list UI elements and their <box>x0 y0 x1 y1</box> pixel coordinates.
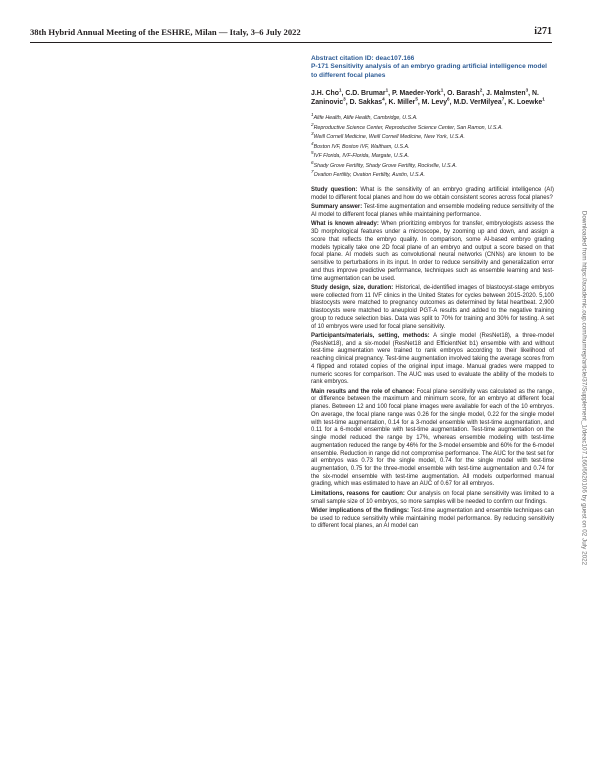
author-affiliation-number: 2 <box>479 87 483 93</box>
running-header <box>30 27 552 41</box>
abstract-column <box>311 55 554 531</box>
abstract-section <box>311 221 554 283</box>
page-number: i271 <box>534 26 552 37</box>
affiliation-text: Boston IVF, Boston IVF, Waltham, U.S.A. <box>313 143 410 150</box>
author-affiliation-number: 3 <box>343 96 346 102</box>
author-affiliation-number: 1 <box>440 87 444 93</box>
author-name: K. Loewke <box>508 99 543 107</box>
affiliation-number: 5 <box>311 150 314 156</box>
section-label: Study design, size, duration: <box>311 284 394 291</box>
affiliation-item <box>311 124 554 133</box>
affiliation-number: 6 <box>311 159 314 165</box>
affiliation-item <box>311 152 554 161</box>
affiliation-item <box>311 140 554 152</box>
abstract-section <box>311 204 554 219</box>
affiliation-text: Alife Health, Alife Health, Cambridge, U.S.A. <box>313 115 418 122</box>
affiliation-item <box>311 114 554 123</box>
affiliation-item <box>311 133 554 142</box>
affiliation-text: Ovation Fertility, Ovation Fertility, Austin, U.S.A. <box>313 171 426 178</box>
affiliation-item <box>311 159 554 171</box>
author-name: P. Maeder-York <box>391 89 441 97</box>
affiliation-number: 2 <box>311 122 314 128</box>
section-label: Participants/materials, setting, methods: <box>311 332 430 339</box>
section-label: Limitations, reasons for caution: <box>311 490 405 497</box>
abstract-section <box>311 333 554 387</box>
author-name: M.D. VerMilyea <box>453 99 502 107</box>
abstract-section <box>311 187 554 202</box>
author-affiliation-number: 1 <box>542 96 545 102</box>
section-text: What is the sensitivity of an embryo grading artificial intelligence (AI) model to different focal planes and how do we obtain consistent scores across focal planes? <box>311 187 554 202</box>
affiliation-text: Reproductive Science Center, Reproductive Science Center, San Ramon, U.S.A. <box>313 124 503 131</box>
section-text: Test-time augmentation and ensemble techniques can be used to reduce sensitivity while maintaining model performance. By reducing sensitivity to different focal planes, an AI model can <box>311 507 554 530</box>
abstract-section <box>311 491 554 506</box>
abstract-section <box>311 285 554 331</box>
section-label: Study question: <box>311 187 358 194</box>
author-name: C.D. Brumar <box>345 89 386 97</box>
author-name: N. Zaninovic <box>311 89 539 107</box>
section-text: Our analysis on focal plane sensitivity was limited to a small sample size of 10 embryos, so more samples will be needed to confirm our findings. <box>311 490 554 505</box>
author-affiliation-number: 1 <box>385 87 389 93</box>
affiliation-number: 7 <box>311 169 314 175</box>
abstract-section <box>311 389 554 490</box>
author-name: M. Levy <box>421 99 448 107</box>
abstract-citation-id: Abstract citation ID: deac107.166 <box>311 55 415 62</box>
affiliation-list <box>311 114 554 180</box>
abstract-title: P-171 Sensitivity analysis of an embryo grading artificial intelligence model to different focal planes <box>311 63 547 79</box>
section-label: Wider implications of the findings: <box>311 507 410 514</box>
section-text: When prioritizing embryos for transfer, embryologists assess the 3D morphological features under a microscope, by zooming up and down, and assign a score that reflects the embryo quality. In comparison, some AI-based embryo grading models typically take one 2D focal plane of an embryo and output a score based on that focal plane. AI models such as convolutional neural networks (CNNs) are known to be sensitive to perturbations in its input. In order to reduce sensitivity and generalization error and thus improve predictive performance, techniques such as ensemble learning and test-time augmentation can be used. <box>311 221 554 282</box>
author-name: J. Malmsten <box>486 89 526 97</box>
author-affiliation-number: 3 <box>525 87 529 93</box>
affiliation-text: Shady Grove Fertility, Shady Grove Fertility, Rockville, U.S.A. <box>313 162 458 169</box>
author-affiliation-number: 4 <box>382 96 385 102</box>
affiliation-item <box>311 171 554 180</box>
abstract-body <box>311 187 554 531</box>
header-rule <box>30 42 552 43</box>
author-list: J.H. Cho$^1$, C.D. Brumar$^1$, P. Maeder-York$^1$, O. Barash$^2$, J. Malmsten$^3$, N. Zaninovic$^3$, D. Sakkas$^4$, K. Miller$^5$, M. Levy$^6$, M.D. VerMilyea$^7$, K. Loewke$^1$ <box>311 87 545 107</box>
author-affiliation-number: 7 <box>501 96 505 102</box>
section-text: Test-time augmentation and ensemble modeling reduce sensitivity of the AI model to different focal planes while maintaining performance. <box>311 204 554 219</box>
section-label: What is known already: <box>311 221 379 228</box>
section-label: Summary answer: <box>311 204 363 211</box>
author-name: O. Barash <box>447 89 480 97</box>
download-note: Downloaded from https://academic.oup.com/humrep/article/37/Supplement_1/deac107.166/6620106 by guest on 02 July 2022 <box>580 210 588 566</box>
author-affiliation-number: 6 <box>447 96 450 102</box>
affiliation-text: IVF Florida, IVF-Florida, Margate, U.S.A. <box>313 153 410 160</box>
meeting-title: 38th Hybrid Annual Meeting of the ESHRE, Milan — Italy, 3–6 July 2022 <box>30 27 301 37</box>
author-affiliation-number: 5 <box>415 96 418 102</box>
affiliation-number: 3 <box>311 131 314 137</box>
affiliation-text: Weill Cornell Medicine, Weill Cornell Medicine, New York, U.S.A. <box>313 134 465 141</box>
section-text: Focal plane sensitivity was calculated as the range, or difference between the maximum and minimum score, for an embryo at different focal planes. Between 12 and 100 focal plane images were available for each of the 10 embryos. On average, the focal plane range was 0.26 for the single model, 0.22 for the single model with test-time augmentation, 0.14 for a 3-model ensemble with test-time augmentation, and 0.11 for a 6-model ensemble with test-time augmentation. Test-time augmentation on the single model reduced the range by 17%, whereas ensemble modeling with test-time augmentation reduced the range by 46% for the 3-model ensemble and 60% for the 6-model ensemble. Reduction in range did not compromise performance. The AUC for the test set for all embryos was 0.73 for the single model, 0.74 for the single model with test-time augmentation, 0.75 for the three-model ensemble with test-time augmentation and 0.74 for the six-model ensemble with test-time augmentation. All models outperformed manual grading, which was estimated to have an AUC of 0.67 for all embryos. <box>311 388 554 488</box>
section-text: Historical, de-identified images of blastocyst-stage embryos were collected from 11 IVF clinics in the United States for cycles between 2015-2020. 5,100 blastocysts were matched to pregnancy outcomes as determined by fetal heartbeat. 2,900 blastocysts were matched to aneuploid PGT-A results and added to the negative training group to reduce selection bias. Data was split to 70% for training and 30% for testing. A set of 10 embryos were used for focal plane sensitivity. <box>311 284 555 330</box>
section-text: A single model (ResNet18), a three-model (ResNet18), and a six-model (ResNet18 and EfficientNet b1) ensemble with and without test-time augmentation were trained to rank embryos according to their likelihood of reaching clinical pregnancy. Test-time augmentation involved taking the average scores from 4 flipped and rotated copies of the original input image. Manual grades were mapped to numeric scores for comparison. The AUC was used to evaluate the ability of the models to rank embryos. <box>311 332 554 386</box>
section-label: Main results and the role of chance: <box>311 388 415 395</box>
author-name: K. Miller <box>388 99 416 107</box>
abstract-section <box>311 508 554 531</box>
author-name: J.H. Cho <box>311 89 339 97</box>
author-affiliation-number: 1 <box>338 87 342 93</box>
affiliation-number: 4 <box>311 140 314 146</box>
affiliation-number: 1 <box>311 112 314 118</box>
author-name: D. Sakkas <box>349 99 383 107</box>
